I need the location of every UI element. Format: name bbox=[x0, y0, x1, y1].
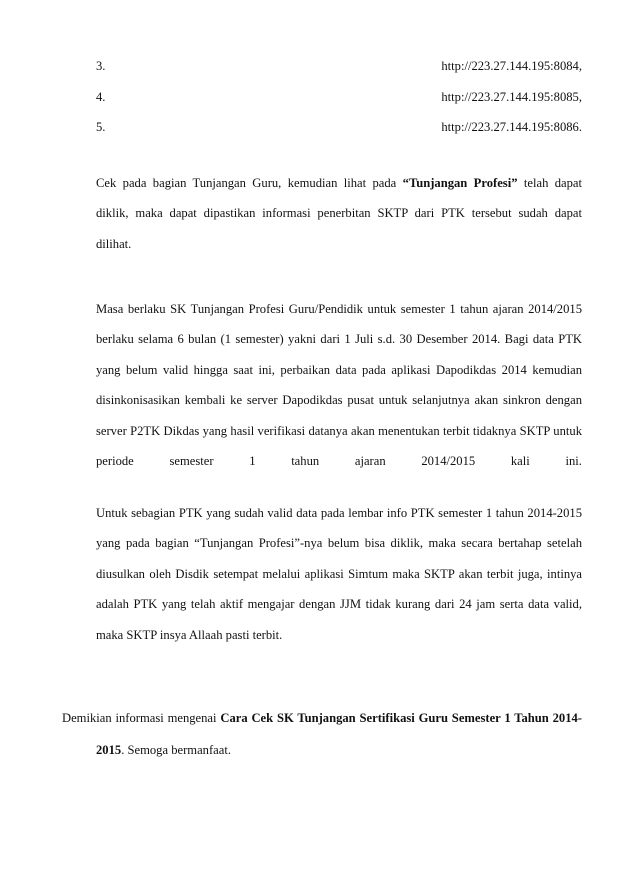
server-url-8084[interactable]: http://223.27.144.195:8084, bbox=[441, 59, 582, 73]
word: ini. bbox=[565, 453, 582, 468]
bold-term-tunjangan-profesi: “Tunjangan Profesi” bbox=[402, 176, 518, 190]
word: ajaran bbox=[354, 453, 386, 468]
closing-line bbox=[62, 702, 582, 734]
paragraph-line-spread bbox=[96, 446, 582, 476]
word: 1 bbox=[249, 453, 256, 468]
list-number-5: 5. bbox=[96, 120, 106, 134]
paragraph-line: diusulkan oleh Disdik setempat melalui aplikasi Simtum maka SKTP akan terbit juga, intinya bbox=[96, 566, 582, 581]
text-span: . Semoga bermanfaat. bbox=[121, 743, 231, 757]
list-number-4: 4. bbox=[96, 90, 106, 104]
paragraph-line: adalah PTK yang telah aktif mengajar dengan JJM tidak kurang dari 24 jam serta data valid, bbox=[96, 597, 582, 612]
text-span: telah dapat bbox=[517, 176, 583, 190]
paragraph-line: Untuk sebagian PTK yang sudah valid data pada lembar info PTK semester 1 tahun 2014-2015 bbox=[96, 506, 582, 520]
paragraph-line: server P2TK Dikdas yang hasil verifikasi datanya akan menentukan terbit tidaknya SKTP untuk bbox=[96, 423, 582, 438]
word: kali bbox=[510, 453, 530, 468]
paragraph-line: yang pada bagian “Tunjangan Profesi”-nya belum bisa diklik, maka secara bertahap setelah bbox=[96, 536, 582, 551]
word: 2014/2015 bbox=[421, 453, 476, 468]
closing-paragraph bbox=[62, 702, 582, 766]
word: tahun bbox=[291, 453, 320, 468]
article-title-bold-year: 2015 bbox=[96, 743, 122, 757]
paragraph-valid-ptk bbox=[96, 498, 582, 650]
article-title-bold: Cara Cek SK Tunjangan Sertifikasi Guru Semester 1 Tahun 2014- bbox=[220, 711, 582, 725]
list-number-3: 3. bbox=[96, 59, 106, 73]
closing-line bbox=[62, 734, 582, 766]
paragraph-line bbox=[96, 168, 582, 198]
server-url-8085[interactable]: http://223.27.144.195:8085, bbox=[441, 90, 582, 104]
paragraph-line: berlaku selama 6 bulan (1 semester) yakni dari 1 Juli s.d. 30 Desember 2014. Bagi data PTK bbox=[96, 332, 582, 347]
word: semester bbox=[169, 453, 214, 468]
paragraph-line: maka SKTP insya Allaah pasti terbit. bbox=[96, 627, 283, 642]
word: periode bbox=[96, 453, 134, 468]
paragraph-check-allowance bbox=[96, 168, 582, 259]
server-url-8086[interactable]: http://223.27.144.195:8086. bbox=[441, 120, 582, 134]
paragraph-line: diklik, maka dapat dipastikan informasi penerbitan SKTP dari PTK tersebut sudah dapat bbox=[96, 206, 582, 221]
paragraph-line: dilihat. bbox=[96, 236, 132, 251]
paragraph-validity-period bbox=[96, 294, 582, 476]
paragraph-line: yang belum valid hingga saat ini, perbaikan data pada aplikasi Dapodikdas 2014 kemudian bbox=[96, 362, 582, 377]
paragraph-line: disinkonisasikan kembali ke server Dapodikdas pusat untuk selanjutnya akan sinkron dengan bbox=[96, 393, 582, 408]
text-span: Demikian informasi mengenai bbox=[62, 711, 221, 725]
paragraph-line: Masa berlaku SK Tunjangan Profesi Guru/Pendidik untuk semester 1 tahun ajaran 2014/2015 bbox=[96, 302, 582, 316]
text-span: Cek pada bagian Tunjangan Guru, kemudian lihat pada bbox=[96, 176, 403, 190]
